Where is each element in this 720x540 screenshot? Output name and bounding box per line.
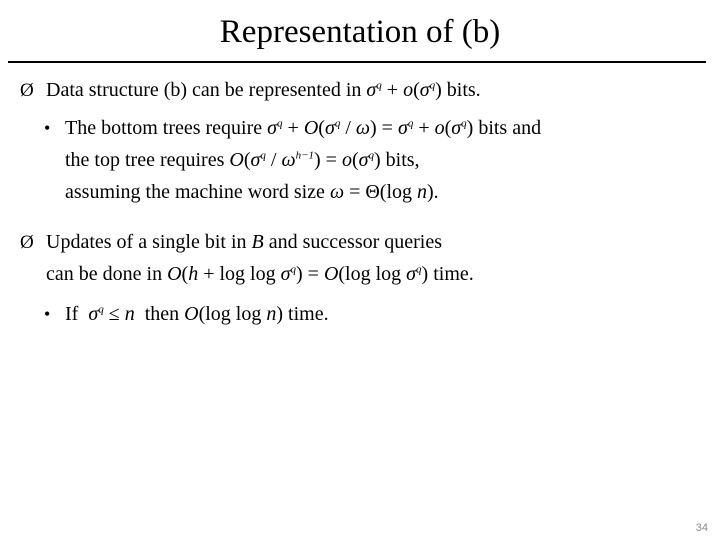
slide-title: Representation of (b) — [219, 14, 501, 50]
page-number: 34 — [695, 522, 708, 534]
bullet-marker-1: Ø — [20, 80, 34, 101]
bullet-marker-2: Ø — [20, 232, 34, 253]
bullet-text-1: Data structure (b) can be represented in $\sigma^q + o(\sigma^q)$ bits. — [46, 79, 481, 101]
sub-bullet-line-1: The bottom trees require $\sigma^q + O(\sigma^q / \omega) = \sigma^q + o(\sigma^q)$ bits and — [65, 117, 542, 139]
sub-bullet-line-2: the top tree requires $O(\sigma^q / \omega^{h-1}) = o(\sigma^q)$ bits, — [65, 149, 420, 171]
sub-bullet-text-2: If $\sigma^q \le n$ then O(log log n) time. — [65, 303, 329, 325]
bullet-text-2-line-2: can be done in $O(h + \log \log \sigma^q) = O(\log$ $\log \sigma^q$) time. — [46, 263, 474, 285]
sub-bullet-marker-1: • — [44, 118, 51, 138]
sub-bullet-line-3: assuming the machine word size ω = Θ(log n). — [65, 181, 439, 203]
sub-bullet-marker-2: • — [44, 304, 51, 324]
title-underline — [8, 61, 706, 63]
bullet-text-2-line-1: Updates of a single bit in B and successor queries — [46, 231, 443, 253]
